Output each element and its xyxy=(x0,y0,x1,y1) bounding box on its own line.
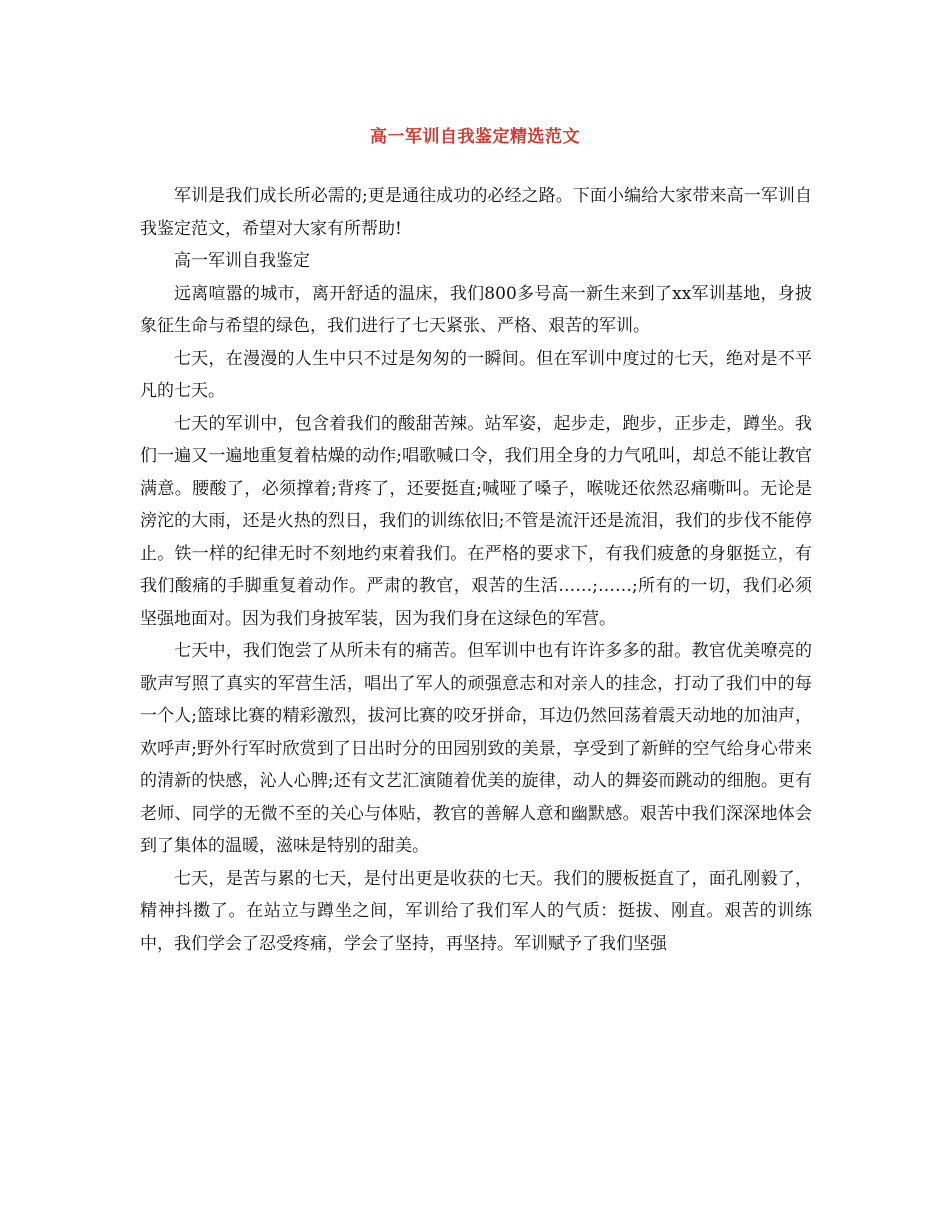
document-body xyxy=(140,180,812,960)
document-title: 高一军训自我鉴定精选范文 xyxy=(370,127,580,147)
paragraph: 远离喧嚣的城市，离开舒适的温床，我们800多号高一新生来到了xx军训基地，身披象征生命与希望的绿色，我们进行了七天紧张、严格、艰苦的军训。 xyxy=(140,283,812,336)
paragraph-subheading: 高一军训自我鉴定 xyxy=(174,251,310,271)
paragraph: 七天，在漫漫的人生中只不过是匆匆的一瞬间。但在军训中度过的七天，绝对是不平凡的七天。 xyxy=(140,348,812,401)
paragraph: 七天，是苦与累的七天，是付出更是收获的七天。我们的腰板挺直了，面孔刚毅了，精神抖擞了。在站立与蹲坐之间，军训给了我们军人的气质：挺拔、刚直。艰苦的训练中，我们学会了忍受疼痛，学会了坚持，再坚持。军训赋予了我们坚强 xyxy=(140,868,812,954)
paragraph: 七天的军训中，包含着我们的酸甜苦辣。站军姿，起步走，跑步，正步走，蹲坐。我们一遍又一遍地重复着枯燥的动作;唱歌喊口令，我们用全身的力气吼叫，却总不能让教官满意。腰酸了，必须撑着;背疼了，还要挺直;喊哑了嗓子，喉咙还依然忍痛嘶叫。无论是滂沱的大雨，还是火热的烈日，我们的训练依旧;不管是流汗还是流泪，我们的步伐不能停止。铁一样的纪律无时不刻地约束着我们。在严格的要求下，有我们疲惫的身躯挺立，有我们酸痛的手脚重复着动作。严肃的教官，艰苦的生活……;……;所有的一切，我们必须坚强地面对。因为我们身披军装，因为我们身在这绿色的军营。 xyxy=(140,413,812,629)
paragraph: 七天中，我们饱尝了从所未有的痛苦。但军训中也有许许多多的甜。教官优美嘹亮的歌声写照了真实的军营生活，唱出了军人的顽强意志和对亲人的挂念，打动了我们中的每一个人;篮球比赛的精彩激烈，拔河比赛的咬牙拼命，耳边仍然回荡着震天动地的加油声，欢呼声;野外行军时欣赏到了日出时分的田园别致的美景，享受到了新鲜的空气给身心带来的清新的快感，沁人心脾;还有文艺汇演随着优美的旋律，动人的舞姿而跳动的细胞。更有老师、同学的无微不至的关心与体贴，教官的善解人意和幽默感。艰苦中我们深深地体会到了集体的温暖，滋味是特别的甜美。 xyxy=(140,641,812,856)
paragraph-intro: 军训是我们成长所必需的;更是通往成功的必经之路。下面小编给大家带来高一军训自我鉴定范文，希望对大家有所帮助! xyxy=(140,186,812,239)
